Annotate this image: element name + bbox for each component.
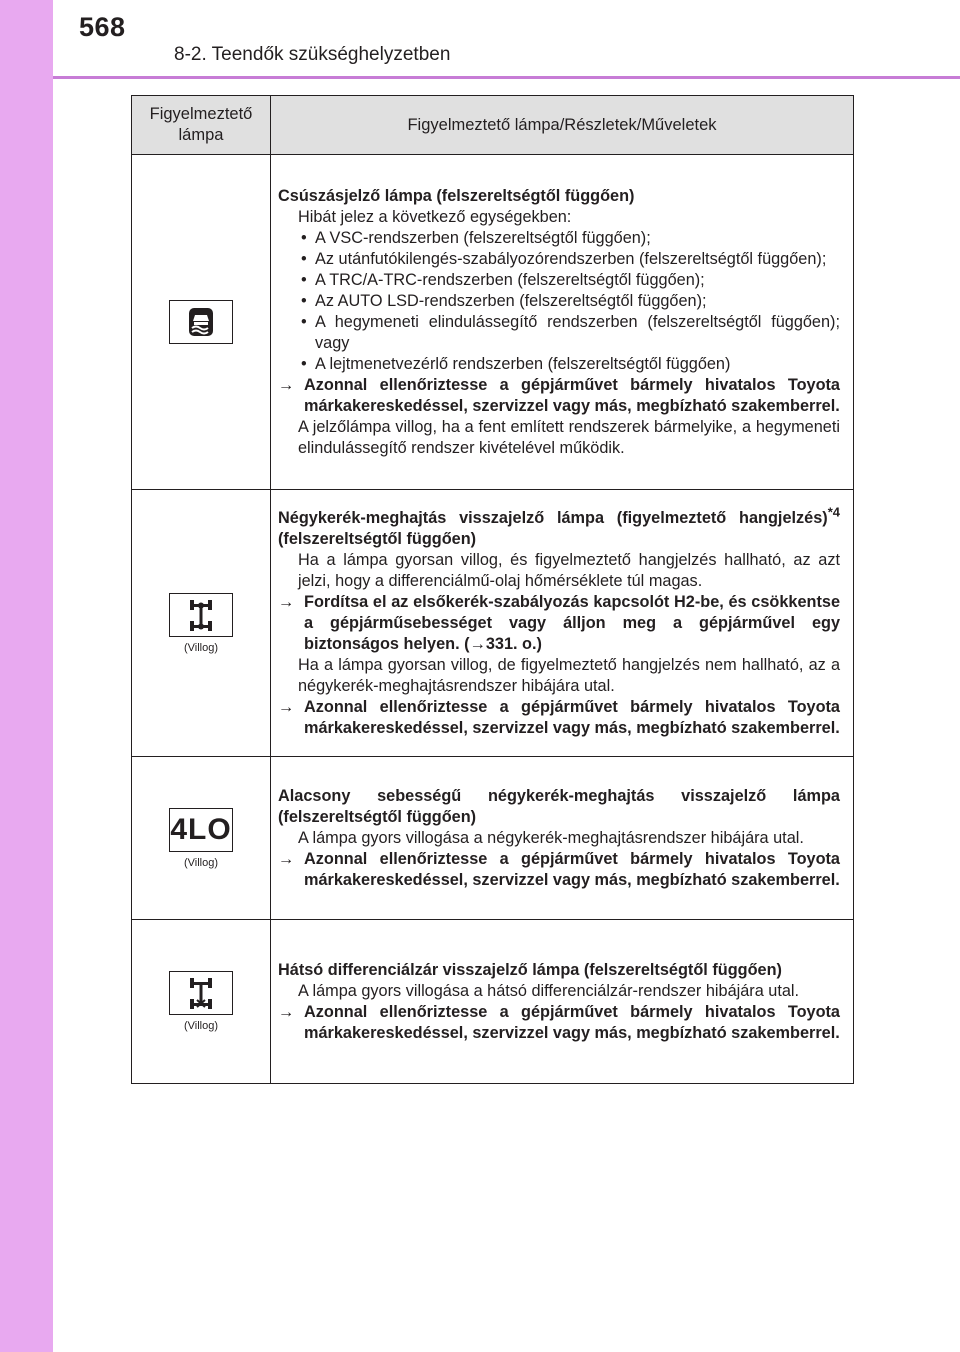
arrow-icon: → [278,697,295,716]
details-cell [271,920,854,1084]
body-text: A lámpa gyors villogása a hátsó differenciálzár-rendszer hibájára utal. [298,981,800,1000]
details-cell [271,490,854,757]
lamp-title: Négykerék-meghajtás visszajelző lámpa (figyelmeztető hangjelzés)$^{*4}$ (felszereltségtől függően) [278,504,840,548]
lamp-cell [132,757,271,920]
footnote-ref: *4 [827,504,840,520]
table-row [132,757,854,920]
arrow-icon: → [278,849,295,868]
page-ref[interactable]: 331. o.) [485,634,542,653]
table-row [132,155,854,490]
flash-label: (Villog) [183,1020,219,1032]
action-text: → Azonnal ellenőriztesse a gépjárművet bármely hivatalos Toyota márkakereskedéssel, szervizzel vagy más, megbízható szakemberrel. [278,375,840,415]
column-header-details: Figyelmeztető lámpa/Részletek/Műveletek [271,96,854,155]
details-cell [271,757,854,920]
lamp-cell [132,155,271,490]
list-item: • A TRC/A-TRC-rendszerben (felszereltségtől függően); [278,270,840,291]
rear-diff-lock-icon [169,971,233,1015]
list-item: • A VSC-rendszerben (felszereltségtől függően); [278,228,840,249]
table-header-row [132,96,854,155]
flash-label: (Villog) [183,856,219,869]
four-wheel-drive-icon [169,593,233,637]
body-text: Ha a lámpa gyorsan villog, de figyelmeztető hangjelzés nem hallható, az a négykerék-meghajtásrendszer hibájára utal. [298,655,840,695]
list-item: • A lejtmenetvezérlő rendszerben (felszereltségtől függően) [278,354,840,375]
note-text: A jelzőlámpa villog, ha a fent említett rendszerek bármelyike, a hegymeneti elindulássegítő rendszer kivételével működik. [298,417,840,457]
arrow-icon: → [278,592,295,611]
lamp-title: Alacsony sebességű négykerék-meghajtás visszajelző lámpa (felszereltségtől függően) [278,786,840,826]
action-text: → Azonnal ellenőriztesse a gépjárművet bármely hivatalos Toyota márkakereskedéssel, szervizzel vagy más, megbízható szakemberrel. [278,1002,840,1042]
table-row [132,920,854,1084]
action-text: → Azonnal ellenőriztesse a gépjárművet bármely hivatalos Toyota márkakereskedéssel, szervizzel vagy más, megbízható szakemberrel. [278,849,840,889]
action-text: → Fordítsa el az elsőkerék-szabályozás kapcsolót H2-be, és csökkentse a gépjárműsebességet vagy álljon meg a gépjárművel egy biztonságos helyen. (→331. o.) [278,592,840,653]
body-text: Ha a lámpa gyorsan villog, és figyelmeztető hangjelzés hallható, az azt jelzi, hogy a differenciálmű-olaj hőmérséklete túl magas. [298,550,840,590]
side-tab [0,0,53,1352]
lamp-cell [132,920,271,1084]
slip-indicator-icon [169,300,233,344]
list-item: • A hegymeneti elindulássegítő rendszerben (felszereltségtől függően); vagy [278,312,840,354]
column-header-lamp: Figyelmeztető lámpa [132,96,271,155]
lamp-title: Csúszásjelző lámpa (felszereltségtől függően) [278,186,635,205]
page-ref-arrow: → [469,634,486,653]
arrow-icon: → [278,1002,295,1021]
lamp-cell [132,490,271,757]
header-rule [53,76,960,79]
table-row [132,490,854,757]
body-text: A lámpa gyors villogása a négykerék-meghajtásrendszer hibájára utal. [298,828,804,847]
list-item: • Az utánfutókilengés-szabályozórendszerben (felszereltségtől függően); [278,249,840,270]
arrow-icon: → [278,375,295,394]
list-item: • Az AUTO LSD-rendszerben (felszereltségtől függően); [278,291,840,312]
details-cell [271,155,854,490]
section-title: 8-2. Teendők szükséghelyzetben [174,44,451,65]
action-text: → Azonnal ellenőriztesse a gépjárművet bármely hivatalos Toyota márkakereskedéssel, szervizzel vagy más, megbízható szakemberrel. [278,697,840,737]
warning-lamp-table [131,95,854,1084]
page-number: 568 [79,12,126,42]
4lo-indicator-icon: 4LO [169,808,233,852]
flash-label: (Villog) [183,641,219,654]
intro-text: Hibát jelez a következő egységekben: [298,207,572,226]
lamp-title: Hátsó differenciálzár visszajelző lámpa (felszereltségtől függően) [278,960,782,979]
